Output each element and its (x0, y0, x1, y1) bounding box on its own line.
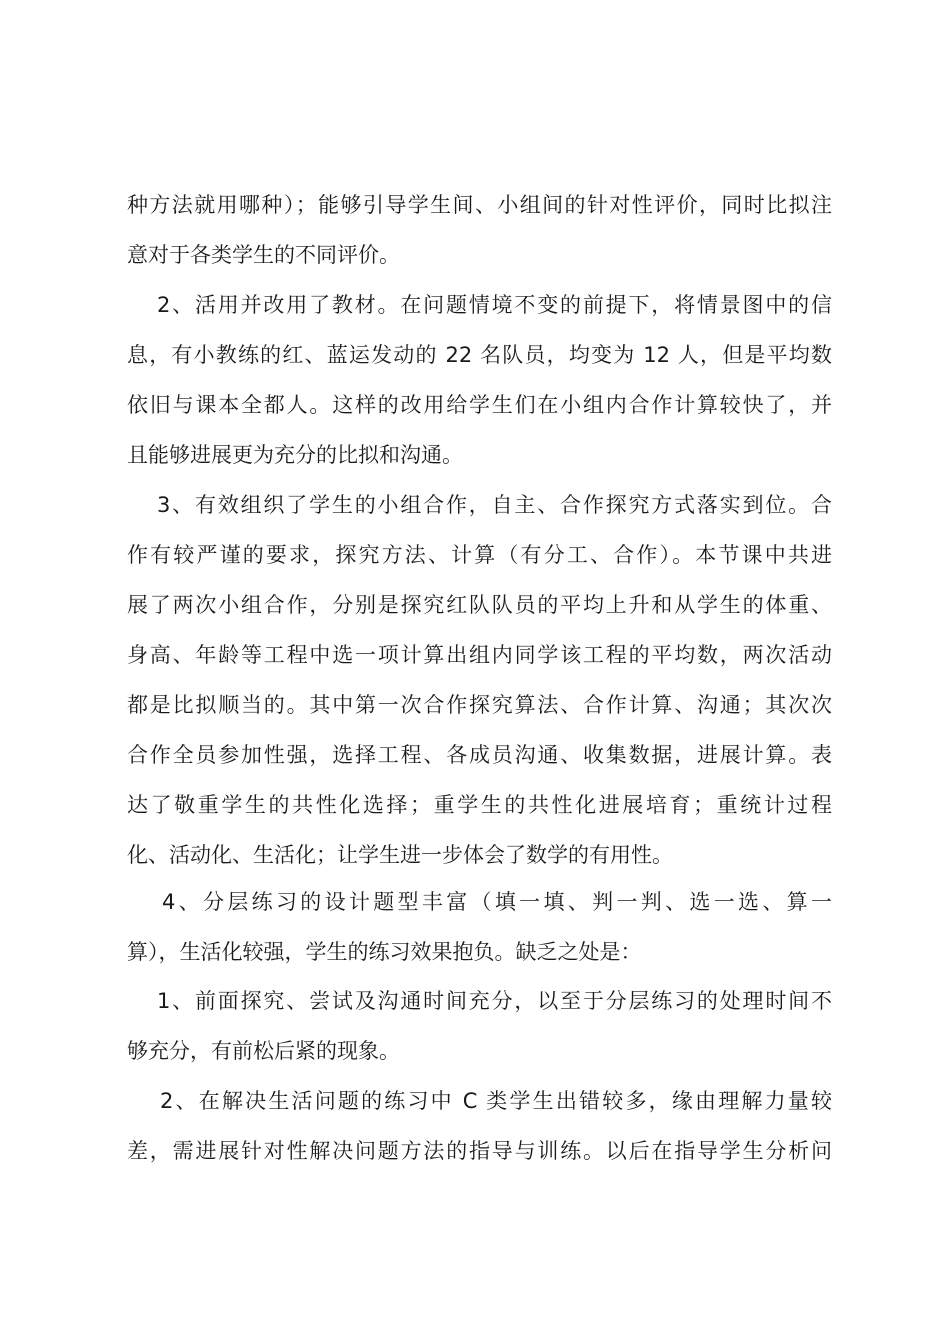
text-line: 展了两次小组合作，分别是探究红队队员的平均上升和从学生的体重、 (127, 593, 832, 617)
text-line: 依旧与课本全都人。这样的改用给学生们在小组内合作计算较快了，并 (127, 393, 832, 417)
text-line: 作有较严谨的要求，探究方法、计算（有分工、合作）。本节课中共进 (127, 543, 832, 567)
text-line: 差，需进展针对性解决问题方法的指导与训练。以后在指导学生分析问 (127, 1139, 832, 1163)
text-line: 且能够进展更为充分的比拟和沟通。 (127, 443, 463, 467)
text-line: 合作全员参加性强，选择工程、各成员沟通、收集数据，进展计算。表 (127, 743, 832, 767)
text-line: 3、有效组织了学生的小组合作，自主、合作探究方式落实到位。合 (157, 493, 832, 517)
text-line: 够充分，有前松后紧的现象。 (127, 1039, 400, 1063)
text-line: 4、分层练习的设计题型丰富（填一填、判一判、选一选、算一 (162, 890, 832, 914)
text-line: 种方法就用哪种）；能够引导学生间、小组间的针对性评价，同时比拟注 (127, 193, 832, 217)
text-line: 身高、年龄等工程中选一项计算出组内同学该工程的平均数，两次活动 (127, 643, 832, 667)
text-line: 息，有小教练的红、蓝运发动的 22 名队员，均变为 12 人，但是平均数 (127, 343, 832, 367)
text-line: 2、在解决生活问题的练习中 C 类学生出错较多，缘由理解力量较 (160, 1089, 832, 1113)
text-line: 达了敬重学生的共性化选择；重学生的共性化进展培育；重统计过程 (127, 793, 832, 817)
text-line: 1、前面探究、尝试及沟通时间充分，以至于分层练习的处理时间不 (157, 989, 832, 1013)
text-line: 化、活动化、生活化；让学生进一步体会了数学的有用性。 (127, 843, 673, 867)
text-line: 都是比拟顺当的。其中第一次合作探究算法、合作计算、沟通；其次次 (127, 693, 832, 717)
text-line: 算），生活化较强，学生的练习效果抱负。缺乏之处是： (127, 940, 642, 964)
text-line: 2、活用并改用了教材。在问题情境不变的前提下，将情景图中的信 (157, 293, 832, 317)
text-line: 意对于各类学生的不同评价。 (127, 243, 400, 267)
